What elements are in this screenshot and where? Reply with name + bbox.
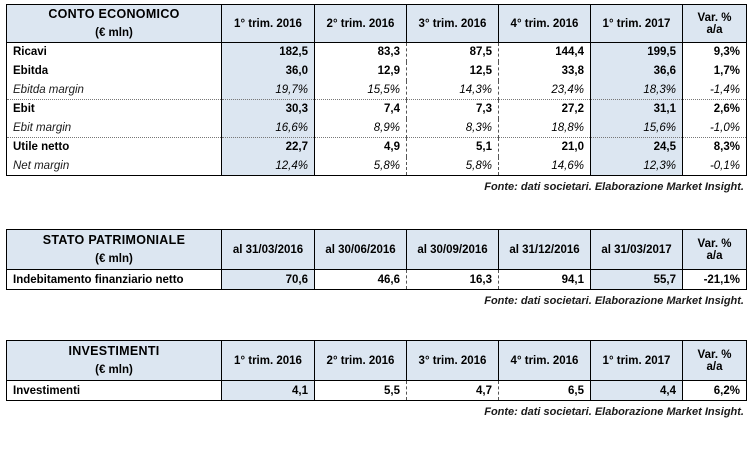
table-conto-economico xyxy=(6,4,747,176)
row-value: 5,8% xyxy=(407,157,499,176)
row-value: 14,6% xyxy=(499,157,591,176)
row-value: 2,6% xyxy=(683,100,747,119)
row-label: Ebitda xyxy=(7,62,222,81)
row-value: 12,4% xyxy=(222,157,315,176)
col-header-5: Var. % a/a xyxy=(683,230,747,270)
row-value: 8,3% xyxy=(407,119,499,138)
section-spacer xyxy=(6,193,746,229)
row-value: -0,1% xyxy=(683,157,747,176)
col-header-2: al 30/09/2016 xyxy=(407,230,499,270)
col-header-1: al 30/06/2016 xyxy=(315,230,407,270)
row-value: 5,8% xyxy=(315,157,407,176)
row-label: Investimenti xyxy=(7,381,222,401)
table-row xyxy=(7,81,747,100)
table-row xyxy=(7,270,747,290)
col-header-1: 2° trim. 2016 xyxy=(315,5,407,43)
row-value: 4,1 xyxy=(222,381,315,401)
table-header-row xyxy=(7,230,747,250)
table-row xyxy=(7,119,747,138)
row-value: 12,3% xyxy=(591,157,683,176)
col-header-2: 3° trim. 2016 xyxy=(407,341,499,381)
row-label: Indebitamento finanziario netto xyxy=(7,270,222,290)
source-note: Fonte: dati societari. Elaborazione Market Insight. xyxy=(484,181,744,193)
row-value: 182,5 xyxy=(222,43,315,62)
row-value: 8,3% xyxy=(683,138,747,157)
row-value: 19,7% xyxy=(222,81,315,100)
row-value: 21,0 xyxy=(499,138,591,157)
row-value: 36,0 xyxy=(222,62,315,81)
row-label: Ebit xyxy=(7,100,222,119)
col-header-3: al 31/12/2016 xyxy=(499,230,591,270)
table-header-row xyxy=(7,341,747,361)
row-label: Ricavi xyxy=(7,43,222,62)
row-value: 15,5% xyxy=(315,81,407,100)
row-value: 6,2% xyxy=(683,381,747,401)
row-label: Net margin xyxy=(7,157,222,176)
row-value: 1,7% xyxy=(683,62,747,81)
col-header-5: Var. % a/a xyxy=(683,5,747,43)
row-value: 46,6 xyxy=(315,270,407,290)
row-label: Ebit margin xyxy=(7,119,222,138)
table-investimenti xyxy=(6,340,747,401)
row-value: 7,3 xyxy=(407,100,499,119)
row-value: 9,3% xyxy=(683,43,747,62)
table-row xyxy=(7,138,747,157)
source-note: Fonte: dati societari. Elaborazione Market Insight. xyxy=(484,406,744,418)
row-value: 30,3 xyxy=(222,100,315,119)
col-header-0: 1° trim. 2016 xyxy=(222,341,315,381)
row-value: 4,9 xyxy=(315,138,407,157)
table-block-investimenti xyxy=(6,340,746,418)
row-label: Ebitda margin xyxy=(7,81,222,100)
col-header-1: 2° trim. 2016 xyxy=(315,341,407,381)
row-value: 18,8% xyxy=(499,119,591,138)
row-value: 94,1 xyxy=(499,270,591,290)
row-value: 36,6 xyxy=(591,62,683,81)
row-value: 70,6 xyxy=(222,270,315,290)
section-spacer xyxy=(6,307,746,340)
row-value: 15,6% xyxy=(591,119,683,138)
row-value: 27,2 xyxy=(499,100,591,119)
row-value: -1,4% xyxy=(683,81,747,100)
row-value: 16,3 xyxy=(407,270,499,290)
table-block-stato-patrimoniale xyxy=(6,229,746,307)
row-value: 12,5 xyxy=(407,62,499,81)
row-value: 33,8 xyxy=(499,62,591,81)
table-row xyxy=(7,62,747,81)
row-value: 55,7 xyxy=(591,270,683,290)
col-header-5: Var. % a/a xyxy=(683,341,747,381)
row-label: Utile netto xyxy=(7,138,222,157)
table-subtitle: (€ mln) xyxy=(7,24,222,43)
row-value: 16,6% xyxy=(222,119,315,138)
source-note: Fonte: dati societari. Elaborazione Market Insight. xyxy=(484,295,744,307)
col-header-4: al 31/03/2017 xyxy=(591,230,683,270)
col-header-3: 4° trim. 2016 xyxy=(499,341,591,381)
row-value: 7,4 xyxy=(315,100,407,119)
row-value: 18,3% xyxy=(591,81,683,100)
row-value: 6,5 xyxy=(499,381,591,401)
table-subtitle: (€ mln) xyxy=(7,250,222,270)
col-header-4: 1° trim. 2017 xyxy=(591,341,683,381)
row-value: 199,5 xyxy=(591,43,683,62)
table-title: STATO PATRIMONIALE xyxy=(7,230,222,250)
row-value: 12,9 xyxy=(315,62,407,81)
row-value: 144,4 xyxy=(499,43,591,62)
row-value: 83,3 xyxy=(315,43,407,62)
table-header-row xyxy=(7,5,747,24)
table-title: INVESTIMENTI xyxy=(7,341,222,361)
row-value: 22,7 xyxy=(222,138,315,157)
table-row xyxy=(7,381,747,401)
row-value: 5,1 xyxy=(407,138,499,157)
col-header-3: 4° trim. 2016 xyxy=(499,5,591,43)
table-block-conto-economico xyxy=(6,4,746,193)
col-header-4: 1° trim. 2017 xyxy=(591,5,683,43)
row-value: 31,1 xyxy=(591,100,683,119)
col-header-2: 3° trim. 2016 xyxy=(407,5,499,43)
row-value: 14,3% xyxy=(407,81,499,100)
row-value: 5,5 xyxy=(315,381,407,401)
table-subtitle: (€ mln) xyxy=(7,361,222,381)
col-header-0: al 31/03/2016 xyxy=(222,230,315,270)
row-value: 23,4% xyxy=(499,81,591,100)
row-value: 8,9% xyxy=(315,119,407,138)
table-row xyxy=(7,157,747,176)
row-value: 87,5 xyxy=(407,43,499,62)
row-value: 4,4 xyxy=(591,381,683,401)
row-value: 24,5 xyxy=(591,138,683,157)
table-row xyxy=(7,100,747,119)
table-stato-patrimoniale xyxy=(6,229,747,290)
table-title: CONTO ECONOMICO xyxy=(7,5,222,24)
row-value: -1,0% xyxy=(683,119,747,138)
row-value: 4,7 xyxy=(407,381,499,401)
table-row xyxy=(7,43,747,62)
col-header-0: 1° trim. 2016 xyxy=(222,5,315,43)
row-value: -21,1% xyxy=(683,270,747,290)
